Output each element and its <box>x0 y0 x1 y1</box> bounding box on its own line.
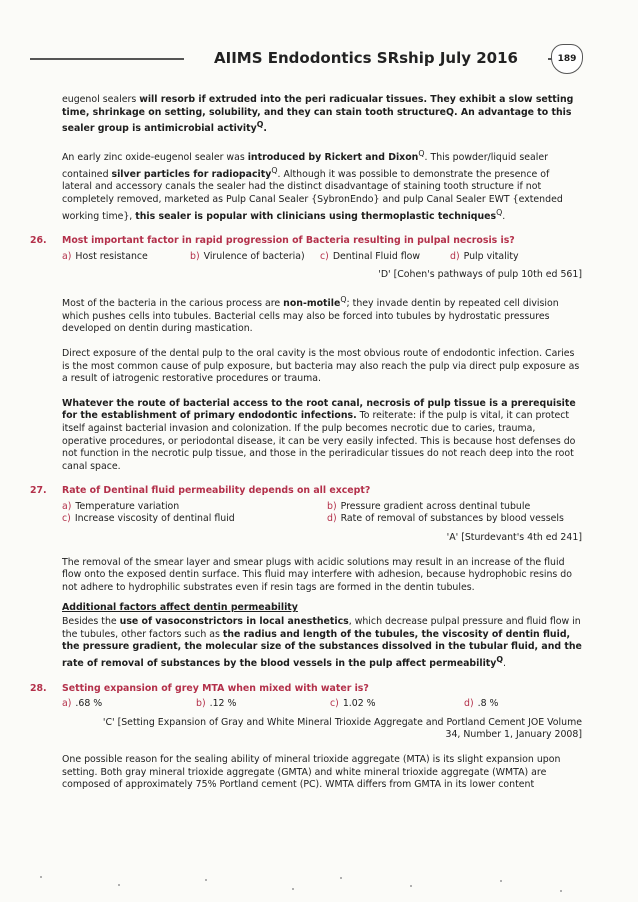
option-a: a) Temperature variation <box>62 500 180 512</box>
answer-reference-line-1: 'C' [Setting Expansion of Gray and White Mineral Trioxide Aggregate and Portland Cement JOE Volume <box>102 716 582 728</box>
question-number: 26. <box>30 235 47 247</box>
option-d: d) Rate of removal of substances by blood vessels <box>327 513 564 525</box>
answer-reference: 'D' [Cohen's pathways of pulp 10th ed 561] <box>378 269 582 281</box>
question-26-options <box>62 251 582 264</box>
question-number: 27. <box>30 485 47 497</box>
answer-reference-line-2: 34, Number 1, January 2008] <box>445 729 582 741</box>
option-d: d) .8 % <box>464 698 499 710</box>
scan-speckles <box>0 870 638 900</box>
option-c: c) 1.02 % <box>330 698 376 710</box>
question-28 <box>30 682 582 696</box>
question-number: 28. <box>30 682 47 694</box>
question-28-options <box>62 698 582 711</box>
option-b: b) Virulence of bacteria) <box>190 250 305 262</box>
q26-paragraph-1: Most of the bacteria in the carious process are non-motile$^Q$; they invade dentin by repeated cell division which pushes cells into tubules. Bacterial cells may also be forced into tubules by hydrostatic pressures developed on dentin during mastication. <box>62 295 559 335</box>
question-text: Most important factor in rapid progression of Bacteria resulting in pulpal necrosis is? <box>62 235 515 247</box>
intro-paragraph-2: An early zinc oxide-eugenol sealer was introduced by Rickert and Dixon$^Q$. This powder/liquid sealer contained silver particles for radiopacity$^Q$. Although it was possible to demonstrate the presence of lateral and accessory canals the sealer had the distinct disadvantage of staining tooth structure if not completely removed, marketed as Pulp Canal Sealer {SybronEndo} and pulp Canal Sealer EWT {extended working time}, this sealer is popular with clinicians using thermoplastic techniques$^Q$. <box>62 148 563 222</box>
option-b: b) Pressure gradient across dentinal tubule <box>327 500 531 512</box>
question-26 <box>30 235 582 248</box>
subheading: Additional factors affect dentin permeability <box>62 602 298 614</box>
question-27 <box>30 485 582 498</box>
question-text: Setting expansion of grey MTA when mixed with water is? <box>62 682 369 694</box>
option-a: a) .68 % <box>62 698 103 710</box>
option-c: c) Dentinal Fluid flow <box>320 250 421 262</box>
q27-paragraph-2: Besides the use of vasoconstrictors in local anesthetics, which decrease pulpal pressure and fluid flow in the tubules, other factors such as the radius and length of the tubules, the viscosity of dentin fluid, the pressure gradient, the molecular size of the substances dissolved in the tubular fluid, and the rate of removal of substances by the blood vessels in the pulp affect permeability$^Q$. <box>62 616 582 669</box>
page-header <box>0 44 638 72</box>
q26-paragraph-3: Whatever the route of bacterial access to the root canal, necrosis of pulp tissue is a prerequisite for the establishment of primary endodontic infections. To reiterate: if the pulp is vital, it can protect itself against bacterial invasion and colonization. If the pulp becomes necrotic due to caries, trauma, operative procedures, or periodontal disease, it can be very easily infected. This is because host defenses do not function in the necrotic pulp tissue, and those in the periradicular tissues do not reach deep into the root canal space. <box>62 397 576 472</box>
page-content <box>30 94 582 804</box>
question-27-options <box>62 501 582 526</box>
q26-paragraph-2: Direct exposure of the dental pulp to the oral cavity is the most obvious route of endodontic infection. Caries is the most common cause of pulp exposure, but bacteria may also reach the pulp via direct pulp exposure as a result of iatrogenic restorative procedures or trauma. <box>62 347 580 385</box>
option-b: b) .12 % <box>196 698 237 710</box>
option-a: a) Host resistance <box>62 250 148 262</box>
question-text: Rate of Dentinal fluid permeability depends on all except? <box>62 485 371 497</box>
option-d: d) Pulp vitality <box>450 250 519 262</box>
option-c: c) Increase viscosity of dentinal fluid <box>62 513 235 525</box>
page-title: AIIMS Endodontics SRship July 2016 <box>184 47 548 69</box>
q27-paragraph-1: The removal of the smear layer and smear plugs with acidic solutions may result in an increase of the fluid flow onto the exposed dentin surface. This fluid may interfere with adhesion, because hydrophobic resins do not adhere to hydrophilic substrates even if resin tags are formed in the dentin tubules. <box>62 556 572 593</box>
intro-paragraph-1: eugenol sealers will resorb if extruded into the peri radicualar tissues. They exhibit a slow setting time, shrinkage on setting, solubility, and they can stain tooth structureQ. An advantage to this sealer group is antimicrobial activity$^Q$. <box>62 94 574 135</box>
answer-reference: 'A' [Sturdevant's 4th ed 241] <box>446 532 582 544</box>
page-number-badge: 189 <box>551 44 583 74</box>
q28-paragraph-1: One possible reason for the sealing ability of mineral trioxide aggregate (MTA) is its slight expansion upon setting. Both gray mineral trioxide aggregate (GMTA) and white mineral trioxide aggregate (WMTA) are composed of approximately 75% Portland cement (PC). WMTA differs from GMTA in its lower content <box>62 753 561 791</box>
